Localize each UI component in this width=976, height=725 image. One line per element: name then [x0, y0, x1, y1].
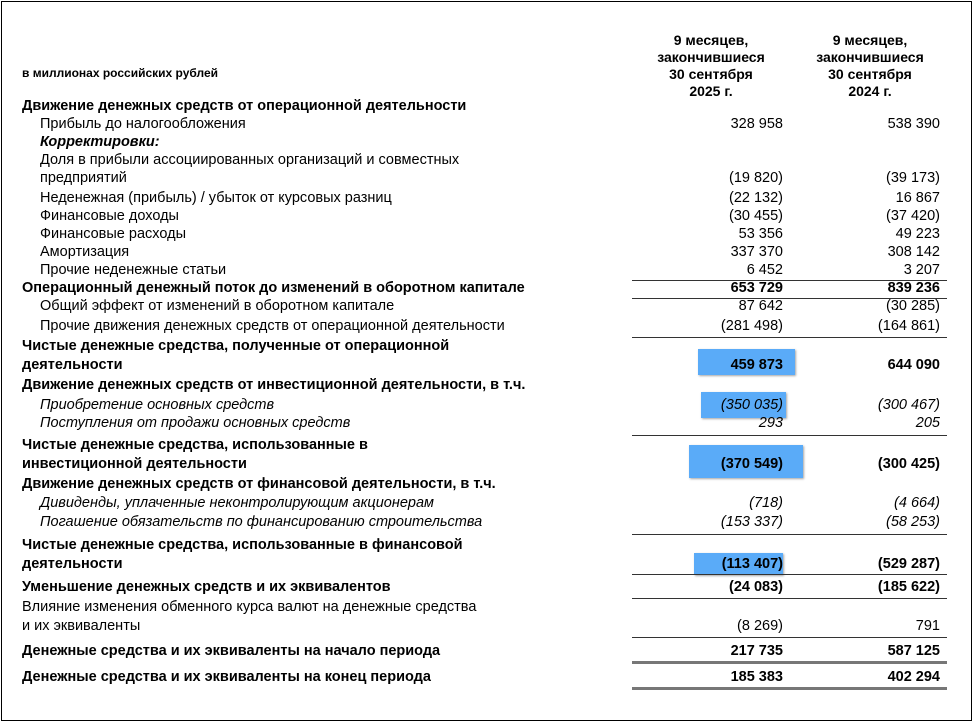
- header-line: закончившиеся: [657, 49, 765, 65]
- row-label: Финансовые доходы: [40, 208, 179, 224]
- value-2024: (164 861): [877, 318, 940, 334]
- row-label: Уменьшение денежных средств и их эквивалентов: [22, 579, 391, 595]
- value-2024: (4 664): [894, 495, 940, 511]
- row-label: и их эквиваленты: [22, 618, 141, 634]
- underline: [632, 574, 947, 575]
- underline: [632, 637, 947, 638]
- row-label: деятельности: [22, 357, 123, 373]
- row-label: Амортизация: [40, 244, 130, 260]
- value-2024: (300 425): [877, 456, 940, 472]
- value-2025: 53 356: [738, 226, 783, 242]
- row-label: Движение денежных средств от операционной деятельности: [22, 98, 467, 114]
- header-line: 2024 г.: [848, 83, 892, 99]
- value-2025: 653 729: [730, 280, 783, 296]
- header-line: 30 сентября: [669, 66, 753, 82]
- row-label: Финансовые расходы: [40, 226, 186, 242]
- value-2024: (58 253): [885, 514, 940, 530]
- value-2025: (370 549): [720, 456, 783, 472]
- header-line: закончившиеся: [816, 49, 924, 65]
- value-2025: (718): [749, 495, 783, 511]
- row-label: Чистые денежные средства, полученные от операционной: [22, 338, 450, 354]
- value-2024: 205: [915, 415, 940, 431]
- value-2025: 185 383: [730, 669, 783, 685]
- underline: [632, 435, 947, 436]
- header-line: 9 месяцев,: [673, 32, 749, 48]
- underline: [632, 598, 947, 599]
- row-label: Общий эффект от изменений в оборотном капитале: [40, 298, 395, 314]
- header-line: 9 месяцев,: [832, 32, 908, 48]
- value-2024: 644 090: [887, 357, 940, 373]
- header-line: 30 сентября: [828, 66, 912, 82]
- value-2025: 6 452: [746, 262, 783, 278]
- value-2024: 839 236: [887, 280, 940, 296]
- row-label: Дивиденды, уплаченные неконтролирующим акционерам: [40, 495, 434, 511]
- value-2024: (30 285): [885, 298, 940, 314]
- value-2024: 538 390: [887, 116, 940, 132]
- row-label: Операционный денежный поток до изменений в оборотном капитале: [22, 280, 525, 296]
- value-2025: (24 083): [728, 579, 783, 595]
- value-2024: (300 467): [877, 397, 940, 413]
- value-2024: 49 223: [895, 226, 940, 242]
- value-2025: (30 455): [728, 208, 783, 224]
- row-label: Движение денежных средств от финансовой деятельности, в т.ч.: [22, 476, 496, 492]
- value-2024: (185 622): [877, 579, 940, 595]
- value-2025: (8 269): [737, 618, 783, 634]
- underline: [632, 337, 947, 338]
- value-2024: (39 173): [885, 170, 940, 186]
- row-label: Погашение обязательств по финансированию строительства: [40, 514, 483, 530]
- value-2025: (113 407): [721, 556, 783, 572]
- value-2024: 791: [915, 618, 940, 634]
- value-2024: (37 420): [885, 208, 940, 224]
- value-2025: (350 035): [720, 397, 783, 413]
- value-2025: 87 642: [738, 298, 783, 314]
- column-header-2024: [795, 32, 945, 100]
- underline: [632, 534, 947, 535]
- value-2025: (19 820): [728, 170, 783, 186]
- row-label: деятельности: [22, 556, 123, 572]
- value-2025: (153 337): [720, 514, 783, 530]
- value-2025: (22 132): [728, 190, 783, 206]
- row-label: Прибыль до налогообложения: [40, 116, 246, 132]
- value-2025: 293: [758, 415, 783, 431]
- row-label: Корректировки:: [40, 134, 160, 150]
- value-2025: 217 735: [730, 643, 783, 659]
- row-label: Поступления от продажи основных средств: [40, 415, 351, 431]
- header-line: 2025 г.: [689, 83, 733, 99]
- value-2024: 587 125: [887, 643, 940, 659]
- row-label: Чистые денежные средства, использованные в финансовой: [22, 537, 463, 553]
- row-label: Прочие неденежные статьи: [40, 262, 227, 278]
- row-label: Неденежная (прибыль) / убыток от курсовых разниц: [40, 190, 392, 206]
- value-2024: 308 142: [887, 244, 940, 260]
- units-label: в миллионах российских рублей: [22, 66, 218, 80]
- value-2024: 3 207: [903, 262, 940, 278]
- column-header-2025: [636, 32, 786, 100]
- value-2024: (529 287): [877, 556, 940, 572]
- row-label: Доля в прибыли ассоциированных организаций и совместных: [40, 152, 460, 168]
- row-label: Приобретение основных средств: [40, 397, 275, 413]
- row-label: Денежные средства и их эквиваленты на начало периода: [22, 643, 441, 659]
- value-2025: 337 370: [730, 244, 783, 260]
- value-2024: 16 867: [895, 190, 940, 206]
- row-label: предприятий: [40, 170, 127, 186]
- row-label: инвестиционной деятельности: [22, 456, 247, 472]
- value-2025: 328 958: [730, 116, 783, 132]
- double-underline: [632, 687, 947, 690]
- value-2025: 459 873: [730, 357, 783, 373]
- row-label: Движение денежных средств от инвестиционной деятельности, в т.ч.: [22, 377, 526, 393]
- row-label: Денежные средства и их эквиваленты на конец периода: [22, 669, 431, 685]
- row-label: Влияние изменения обменного курса валют на денежные средства: [22, 599, 477, 615]
- double-underline: [632, 661, 947, 664]
- row-label: Чистые денежные средства, использованные в: [22, 437, 368, 453]
- row-label: Прочие движения денежных средств от операционной деятельности: [40, 318, 505, 334]
- value-2024: 402 294: [887, 669, 940, 685]
- value-2025: (281 498): [720, 318, 783, 334]
